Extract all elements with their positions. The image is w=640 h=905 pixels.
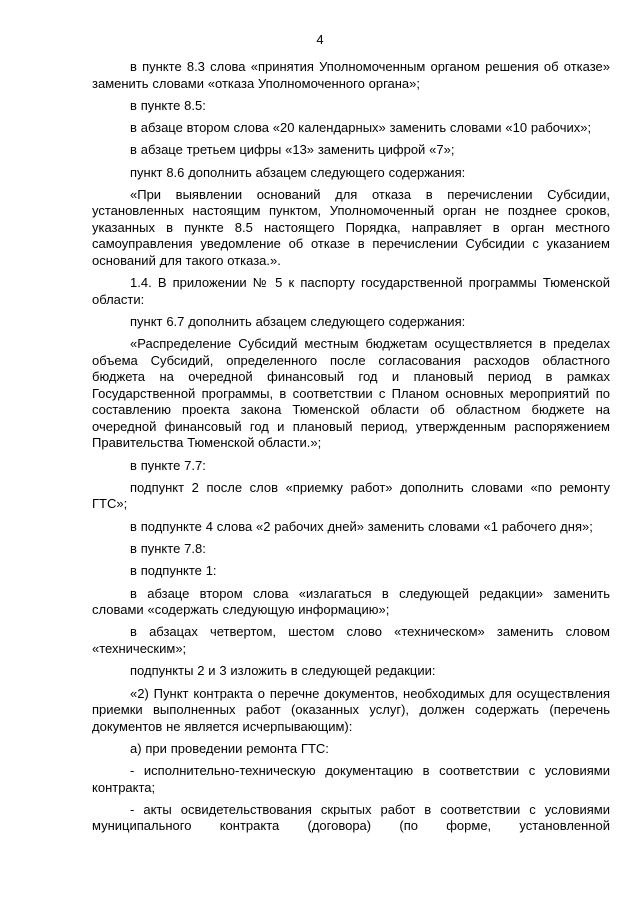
paragraph: в абзаце втором слова «излагаться в следующей редакции» заменить словами «содержать следующую информацию»; xyxy=(92,585,610,618)
paragraph: «При выявлении оснований для отказа в перечислении Субсидии, установленных настоящим пунктом, Уполномоченный орган не позднее сроков, указанных в пункте 8.5 настоящего Порядка, направляет в орган местного самоуправления уведомление об отказе в перечислении Субсидии с указанием оснований для такого отказа.». xyxy=(92,186,610,268)
paragraph: «Распределение Субсидий местным бюджетам осуществляется в пределах объема Субсидий, определенного после согласования расходов областного бюджета на очередной финансовый год и плановый период в рамках Государственной программы, в соответствии с Планом основных мероприятий по составлению проекта закона Тюменской области об областном бюджете на очередной финансовый год и плановый период, утвержденным распоряжением Правительства Тюменской области.»; xyxy=(92,336,610,451)
paragraph: 1.4. В приложении № 5 к паспорту государственной программы Тюменской области: xyxy=(92,275,610,307)
paragraph: в абзаце втором слова «20 календарных» заменить словами «10 рабочих»; xyxy=(130,120,592,136)
paragraph: в пункте 7.8: xyxy=(130,541,206,557)
paragraph: пункт 6.7 дополнить абзацем следующего содержания: xyxy=(130,314,466,330)
paragraph: - акты освидетельствования скрытых работ в соответствии с условиями муниципального контракта (договора) (по форме, установленной xyxy=(92,801,610,834)
paragraph: в пункте 7.7: xyxy=(130,457,206,473)
paragraph: в абзацах четвертом, шестом слово «техническом» заменить словом «техническим»; xyxy=(92,624,610,656)
paragraph: пункт 8.6 дополнить абзацем следующего содержания: xyxy=(130,164,466,180)
paragraph: в абзаце третьем цифры «13» заменить цифрой «7»; xyxy=(130,142,455,158)
paragraph: в подпункте 4 слова «2 рабочих дней» заменить словами «1 рабочего дня»; xyxy=(130,518,593,534)
paragraph: «2) Пункт контракта о перечне документов, необходимых для осуществления приемки выполненных работ (оказанных услуг), должен содержать (перечень документов не является исчерпывающим): xyxy=(92,685,610,734)
document-body xyxy=(92,59,610,835)
paragraph: подпункты 2 и 3 изложить в следующей редакции: xyxy=(130,663,436,679)
page-number: 4 xyxy=(316,32,324,47)
paragraph: - исполнительно-техническую документацию в соответствии с условиями контракта; xyxy=(92,763,610,795)
paragraph: в пункте 8.5: xyxy=(130,97,206,113)
paragraph: в пункте 8.3 слова «принятия Уполномоченным органом решения об отказе» заменить словами «отказа Уполномоченного органа»; xyxy=(92,59,610,91)
paragraph: в подпункте 1: xyxy=(130,563,217,579)
paragraph: подпункт 2 после слов «приемку работ» дополнить словами «по ремонту ГТС»; xyxy=(92,479,610,512)
paragraph: а) при проведении ремонта ГТС: xyxy=(130,740,329,756)
